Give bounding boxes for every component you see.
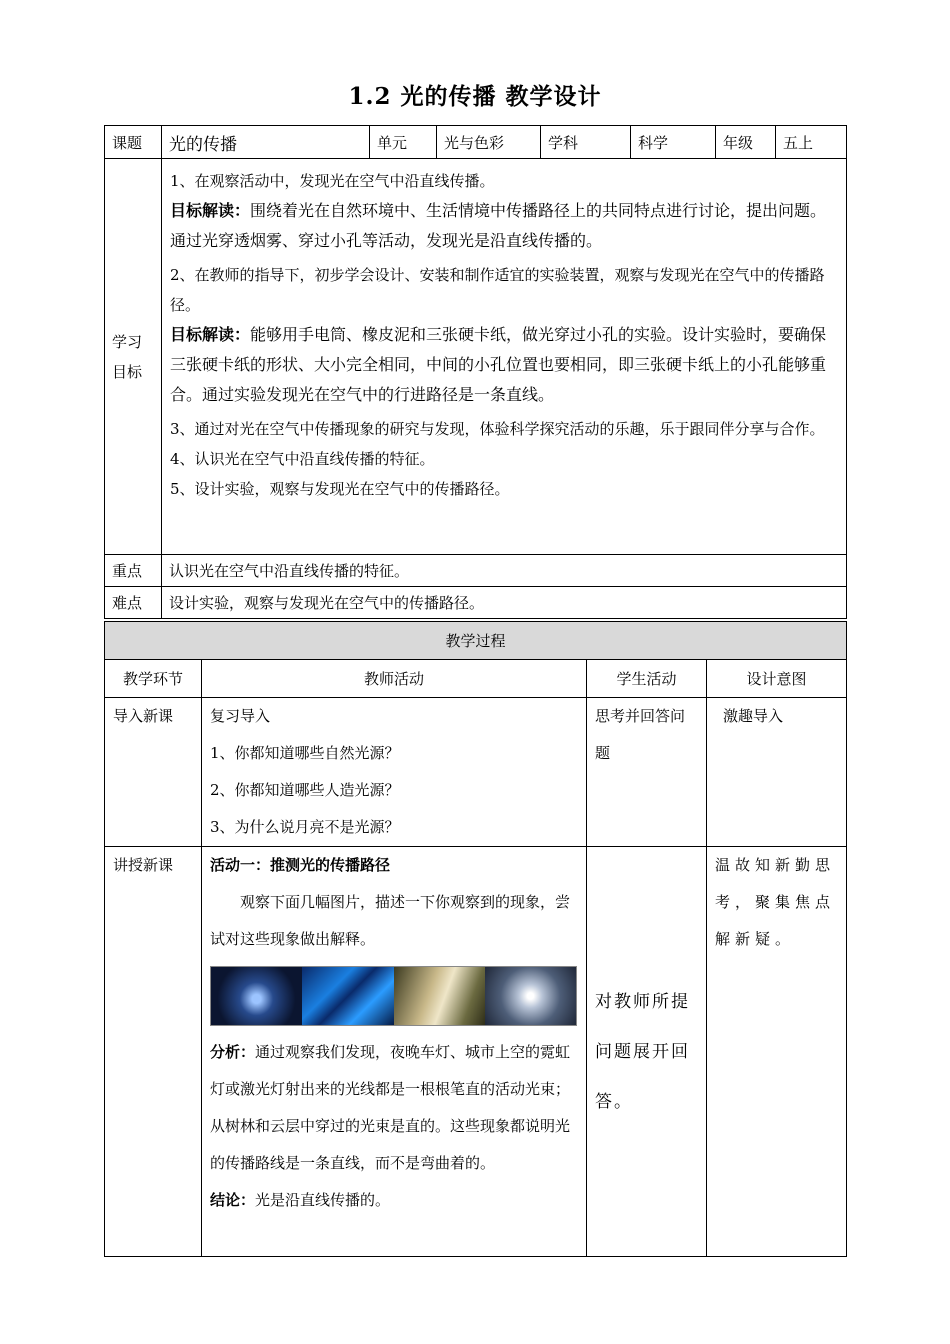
process-heading: 教学过程: [105, 622, 847, 660]
objectives-row: [105, 159, 847, 555]
clouds-sunlight-photo: [485, 967, 576, 1025]
objective-2-reading: 目标解读：能够用手电筒、橡皮泥和三张硬卡纸，做光穿过小孔的实验。设计实验时，要确保三张硬卡纸的形状、大小完全相同，中间的小孔位置也要相同，即三张硬卡纸上的小孔能够重合。通过实验发现光在空气中的行进路径是一条直线。: [170, 325, 827, 404]
process-heading-row: [105, 622, 847, 660]
subject-label: 学科: [541, 126, 631, 159]
stage-cell: 讲授新课: [105, 847, 202, 1257]
analysis-text: 分析：通过观察我们发现，夜晚车灯、城市上空的霓虹灯或激光灯射出来的光线都是一根根笔直的活动光束；从树林和云层中穿过的光束是直的。这些现象都说明光的传播路线是一条直线，而不是弯曲着的。: [210, 1043, 571, 1172]
topic-value: 光的传播: [162, 126, 370, 159]
objective-3: 3、通过对光在空气中传播现象的研究与发现，体验科学探究活动的乐趣，乐于跟同伴分享与合作。: [170, 420, 825, 438]
key-point-row: [105, 555, 847, 587]
design-intent-cell: 激趣导入: [707, 698, 847, 847]
subject-value: 科学: [631, 126, 716, 159]
objective-1: 1、在观察活动中，发现光在空气中沿直线传播。: [170, 172, 495, 190]
objectives-content: [162, 159, 847, 555]
column-header: 设计意图: [707, 660, 847, 698]
grade-label: 年级: [716, 126, 776, 159]
table-row: [105, 847, 847, 1257]
unit-label: 单元: [370, 126, 437, 159]
info-table: [104, 125, 847, 619]
car-headlights-photo: [211, 967, 302, 1025]
reading-label: 目标解读：: [170, 201, 251, 220]
observe-instruction: 观察下面几幅图片，描述一下你观察到的现象，尝试对这些现象做出解释。: [210, 893, 571, 948]
conclusion-text: 结论：光是沿直线传播的。: [210, 1191, 391, 1209]
teacher-activity-cell: 复习导入 1、你都知道哪些自然光源？ 2、你都知道哪些人造光源？ 3、为什么说月亮不是光源？: [202, 698, 587, 847]
column-header: 学生活动: [587, 660, 707, 698]
key-point-label: 重点: [105, 555, 162, 587]
difficulty-text: 设计实验，观察与发现光在空气中的传播路径。: [162, 587, 847, 619]
difficulty-row: [105, 587, 847, 619]
table-row: [105, 698, 847, 847]
difficulty-label: 难点: [105, 587, 162, 619]
grade-value: 五上: [776, 126, 847, 159]
process-table: [104, 621, 847, 1257]
topic-label: 课题: [105, 126, 162, 159]
stage-cell: 导入新课: [105, 698, 202, 847]
objective-4: 4、认识光在空气中沿直线传播的特征。: [170, 450, 435, 468]
objectives-label-line1: 学习: [112, 332, 143, 351]
design-intent-cell: 温故知新勤思考，聚集焦点解新疑。: [707, 847, 847, 1257]
page-title: 1.2 光的传播 教学设计: [348, 83, 602, 110]
objective-2: 2、在教师的指导下，初步学会设计、安装和制作适宜的实验装置，观察与发现光在空气中的传播路径。: [170, 266, 825, 314]
key-point-text: 认识光在空气中沿直线传播的特征。: [162, 555, 847, 587]
forest-light-photo: [394, 967, 485, 1025]
reading-label: 目标解读：: [170, 325, 251, 344]
objective-1-reading: 目标解读：围绕着光在自然环境中、生活情境中传播路径上的共同特点进行讨论，提出问题。通过光穿透烟雾、穿过小孔等活动，发现光是沿直线传播的。: [170, 201, 827, 250]
activity-title: 活动一：推测光的传播路径: [210, 856, 391, 874]
laser-lights-photo: [302, 967, 393, 1025]
info-row: [105, 126, 847, 159]
objectives-label-line2: 目标: [112, 362, 143, 381]
unit-value: 光与色彩: [437, 126, 541, 159]
teacher-activity-cell: [202, 847, 587, 1257]
student-activity-cell: 对教师所提问题展开回答。: [587, 847, 707, 1257]
objectives-label: [105, 159, 162, 555]
column-header: 教学环节: [105, 660, 202, 698]
objective-5: 5、设计实验，观察与发现光在空气中的传播路径。: [170, 480, 510, 498]
column-header: 教师活动: [202, 660, 587, 698]
student-activity-cell: 思考并回答问题: [587, 698, 707, 847]
process-header-row: [105, 660, 847, 698]
light-photos: [210, 966, 577, 1026]
